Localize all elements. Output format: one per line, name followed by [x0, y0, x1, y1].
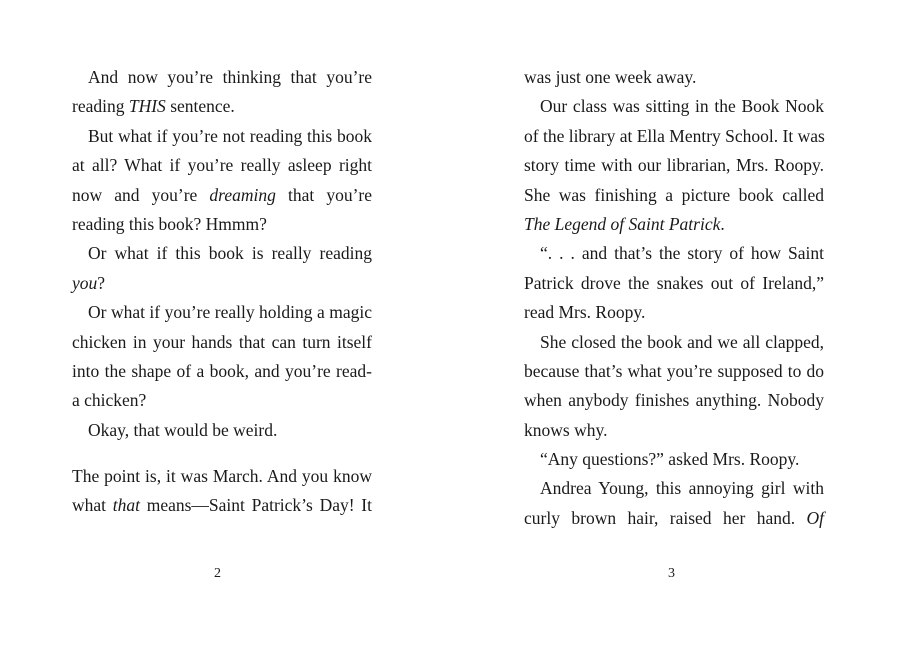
- text-line: [72, 386, 372, 415]
- text-line: [72, 92, 372, 121]
- text-line: [72, 63, 372, 92]
- text-line: [524, 269, 824, 298]
- text-line: [524, 416, 824, 445]
- text-line: [524, 63, 824, 92]
- text-line: [524, 151, 824, 180]
- emphasis-text: you: [72, 272, 98, 293]
- text-span: ?: [97, 272, 106, 293]
- left-page: [72, 0, 372, 655]
- text-line: [524, 298, 824, 327]
- text-span: Our class was sitting in the Book Nook: [540, 96, 824, 117]
- text-span: But what if you’re not reading this book: [88, 125, 372, 146]
- page-number: 2: [214, 566, 221, 581]
- emphasis-text: dreaming: [209, 184, 276, 205]
- text-span: Andrea Young, this annoying girl with: [540, 478, 824, 499]
- text-line: [524, 92, 824, 121]
- text-span: Or what if this book is really reading: [88, 243, 372, 264]
- text-span: reading: [72, 96, 129, 117]
- text-span: was just one week away.: [524, 67, 697, 87]
- text-line: [72, 357, 372, 386]
- text-line: [524, 445, 824, 474]
- page-number: 3: [668, 566, 675, 581]
- left-page-section-text: [72, 462, 372, 521]
- text-span: read Mrs. Roopy.: [524, 302, 646, 323]
- text-line: [524, 357, 824, 386]
- text-line: [72, 491, 372, 520]
- text-span: Okay, that would be weird.: [88, 419, 278, 440]
- text-line: [524, 386, 824, 415]
- text-span: at all? What if you’re really asleep right: [72, 155, 372, 176]
- emphasis-text: THIS: [128, 96, 166, 117]
- text-line: [524, 122, 824, 151]
- text-span: curly brown hair, raised her hand.: [524, 507, 807, 528]
- text-span: She was finishing a picture book called: [524, 184, 824, 205]
- text-line: [72, 462, 372, 491]
- text-span: .: [720, 213, 725, 234]
- text-span: reading this book? Hmmm?: [72, 213, 267, 234]
- emphasis-text: Of: [806, 507, 824, 528]
- text-span: because that’s what you’re supposed to do: [524, 360, 824, 381]
- text-line: [524, 239, 824, 268]
- text-line: [72, 181, 372, 210]
- text-line: [524, 181, 824, 210]
- text-span: chicken in your hands that can turn itself: [72, 331, 372, 352]
- text-line: [72, 151, 372, 180]
- text-line: [72, 239, 372, 268]
- text-span: “Any questions?” asked Mrs. Roopy.: [540, 449, 800, 470]
- text-span: Patrick drove the snakes out of Ireland,”: [524, 272, 824, 293]
- text-line: [72, 210, 372, 239]
- text-line: [524, 474, 824, 503]
- text-line: [72, 298, 372, 327]
- text-span: sentence.: [165, 96, 235, 117]
- text-span: “. . . and that’s the story of how Saint: [540, 243, 824, 264]
- text-span: that you’re: [275, 184, 372, 205]
- text-span: means—Saint Patrick’s Day! It: [139, 495, 372, 516]
- text-line: [72, 328, 372, 357]
- text-span: a chicken?: [72, 390, 147, 411]
- text-line: [524, 504, 824, 533]
- text-span: And now you’re thinking that you’re: [88, 67, 372, 87]
- text-line: [524, 210, 824, 239]
- emphasis-text: that: [112, 495, 140, 516]
- text-span: The point is, it was March. And you know: [72, 466, 372, 486]
- text-span: story time with our librarian, Mrs. Roopy.: [524, 155, 824, 176]
- text-span: what: [72, 495, 113, 516]
- text-line: [524, 328, 824, 357]
- text-span: knows why.: [524, 419, 608, 440]
- text-span: when anybody finishes anything. Nobody: [524, 390, 824, 411]
- text-span: Or what if you’re really holding a magic: [88, 302, 372, 323]
- text-span: of the library at Ella Mentry School. It was: [524, 125, 825, 146]
- text-span: into the shape of a book, and you’re read-: [72, 360, 372, 381]
- text-line: [72, 122, 372, 151]
- text-span: now and you’re: [72, 184, 210, 205]
- right-page-text: [524, 63, 824, 533]
- text-line: [72, 416, 372, 445]
- text-span: She closed the book and we all clapped,: [540, 331, 824, 352]
- text-line: [72, 269, 372, 298]
- emphasis-text: The Legend of Saint Patrick: [524, 213, 721, 234]
- right-page: [524, 0, 824, 655]
- left-page-text: [72, 63, 372, 445]
